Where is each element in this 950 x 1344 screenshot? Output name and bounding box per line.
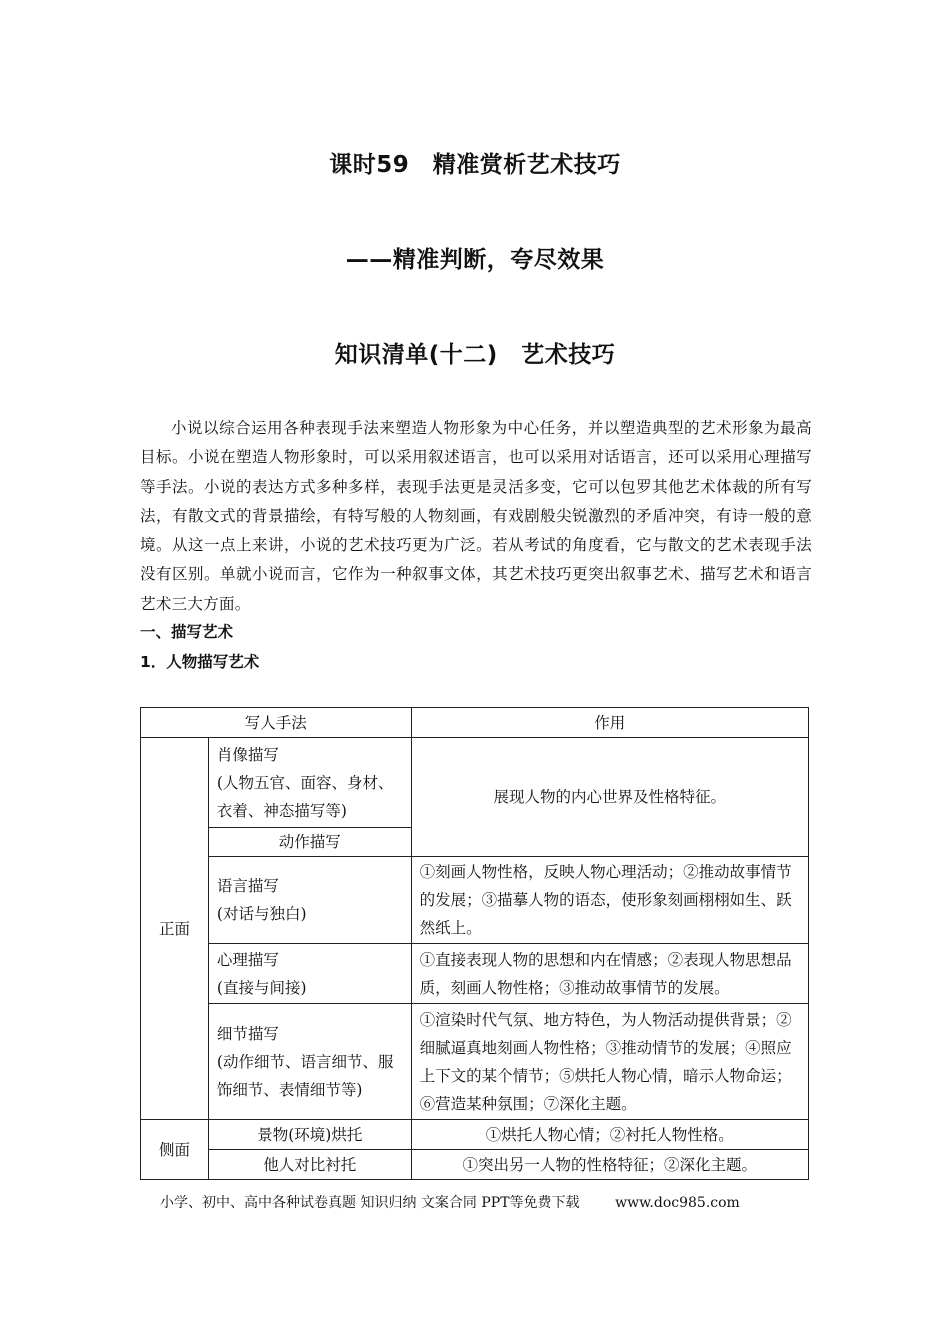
footer-site-link[interactable]: www.doc985.com — [615, 1195, 740, 1211]
contrast-cell: 他人对比衬托 — [208, 1150, 411, 1180]
footer-text: 小学、初中、高中各种试卷真题 知识归纳 文案合同 PPT等免费下载 — [160, 1195, 580, 1211]
heading-character-description: 1．人物描写艺术 — [140, 653, 260, 671]
scene-cell: 景物(环境)烘托 — [208, 1120, 411, 1150]
language-effect: ①刻画人物性格，反映人物心理活动；②推动故事情节的发展；③描摹人物的语态，使形象刻画栩栩如生、跃然纸上。 — [411, 857, 808, 944]
detail-effect: ①渲染时代气氛、地方特色，为人物活动提供背景；②细腻逼真地刻画人物性格；③推动情节的发展；④照应上下文的某个情节；⑤烘托人物心情，暗示人物命运；⑥营造某种氛围；⑦深化主题。 — [411, 1004, 808, 1120]
lesson-title: 课时59 精准赏析艺术技巧 — [329, 152, 621, 178]
lesson-subtitle: ——精准判断，夸尽效果 — [345, 247, 605, 273]
front-label: 正面 — [141, 738, 209, 1120]
contrast-effect: ①突出另一人物的性格特征；②深化主题。 — [411, 1150, 808, 1180]
section-title: 知识清单(十二) 艺术技巧 — [334, 342, 616, 368]
scene-effect: ①烘托人物心情；②衬托人物性格。 — [411, 1120, 808, 1150]
detail-cell: 细节描写 (动作细节、语言细节、服饰细节、表情细节等) — [208, 1004, 411, 1120]
portrait-cell: 肖像描写 (人物五官、面容、身材、衣着、神态描写等) — [208, 738, 411, 828]
heading-description-art: 一、描写艺术 — [140, 623, 234, 641]
psych-cell: 心理描写 (直接与间接) — [208, 944, 411, 1004]
header-method: 写人手法 — [141, 708, 412, 738]
intro-paragraph: 小说以综合运用各种表现手法来塑造人物形象为中心任务，并以塑造典型的艺术形象为最高目标。小说在塑造人物形象时，可以采用叙述语言，也可以采用对话语言，还可以采用心理描写等手法。小说的表达方式多种多样，表现手法更是灵活多变，它可以包罗其他艺术体裁的所有写法，有散文式的背景描绘，有特写般的人物刻画，有戏剧般尖锐激烈的矛盾冲突，有诗一般的意境。从这一点上来讲，小说的艺术技巧更为广泛。若从考试的角度看，它与散文的艺术表现手法没有区别。单就小说而言，它作为一种叙事文体，其艺术技巧更突出叙事艺术、描写艺术和语言艺术三大方面。 — [140, 419, 812, 613]
character-description-table — [140, 707, 809, 1180]
page-footer — [160, 1192, 740, 1212]
portrait-action-effect: 展现人物的内心世界及性格特征。 — [411, 738, 808, 857]
action-cell: 动作描写 — [208, 828, 411, 857]
header-effect: 作用 — [411, 708, 808, 738]
side-label: 侧面 — [141, 1120, 209, 1180]
psych-effect: ①直接表现人物的思想和内在情感；②表现人物思想品质，刻画人物性格；③推动故事情节的发展。 — [411, 944, 808, 1004]
language-cell: 语言描写 (对话与独白) — [208, 857, 411, 944]
